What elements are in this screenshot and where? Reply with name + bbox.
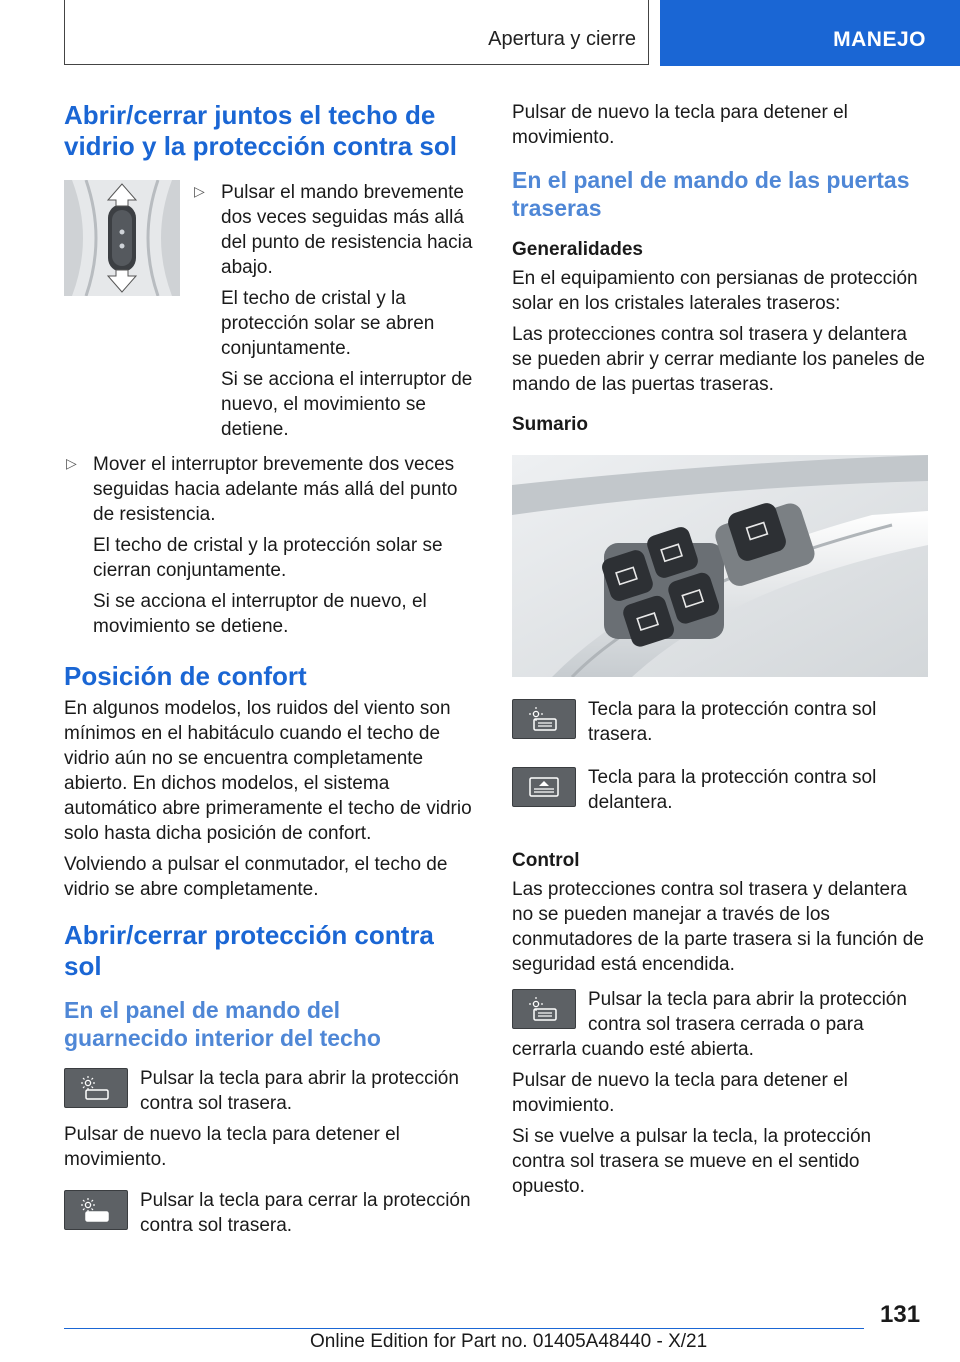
joint-open-step: Pulsar el mando brevemente dos veces seguidas más allá del punto de resistencia hacia abajo. [221, 182, 473, 278]
page-number: 131 [880, 1301, 921, 1328]
header-section-title: Apertura y cierre [488, 28, 636, 50]
panel-close-text: Pulsar la tecla para cerrar la protección contra sol trasera. [140, 1190, 471, 1236]
front-sunblind-key-icon [512, 767, 576, 807]
heading-sun-protection: Abrir/cerrar protección contra sol [64, 920, 434, 981]
control-paragraph-3: Pulsar de nuevo la tecla para detener el movimiento. [512, 1070, 848, 1116]
header-rule [64, 64, 648, 65]
joint-section [64, 180, 476, 442]
heading-general: Generalidades [512, 239, 643, 260]
right-column [512, 100, 928, 1199]
heading-control: Control [512, 850, 580, 871]
roof-switch-illustration [64, 180, 180, 296]
rear-sunblind-key-icon [64, 1068, 128, 1108]
rear-door-panel-photo [512, 455, 928, 677]
joint-close-result: El techo de cristal y la protección solar se cierran conjuntamente. [93, 535, 443, 581]
joint-bullet-close [64, 452, 476, 639]
panel-open-text: Pulsar la tecla para abrir la protección contra sol trasera. [140, 1068, 459, 1114]
heading-roof-panel: En el panel de mando del guarnecido interior del techo [64, 997, 381, 1051]
header-divider-right [648, 0, 649, 65]
general-paragraph-1: En el equipamiento con persianas de protección solar en los cristales laterales traseros: [512, 268, 918, 314]
joint-open-result: El techo de cristal y la protección solar se abren conjuntamente. [221, 288, 435, 359]
footer-edition: Online Edition for Part no. 01405A48440 - X/21 [310, 1331, 708, 1352]
joint-bullet-open [192, 180, 476, 442]
panel-close-row [64, 1188, 476, 1238]
comfort-paragraph-2: Volviendo a pulsar el conmutador, el techo de vidrio se abre completamente. [64, 854, 448, 900]
left-column [64, 100, 476, 1238]
bullet-triangle-icon: ▷ [66, 455, 77, 471]
joint-open-stop: Si se acciona el interruptor de nuevo, el movimiento se detiene. [221, 369, 473, 440]
control-paragraph-2: Pulsar la tecla para abrir la protección contra sol trasera cerrada o para cerrarla cuando esté abierta. [512, 989, 907, 1060]
header-chapter-tab[interactable] [660, 0, 960, 66]
stop-top-text: Pulsar de nuevo la tecla para detener el movimiento. [512, 102, 848, 148]
heading-summary: Sumario [512, 414, 589, 435]
rear-sunblind-key-icon [512, 699, 576, 739]
heading-comfort-position: Posición de confort [64, 661, 307, 691]
header-divider-left [64, 0, 65, 65]
panel-open-row [64, 1066, 476, 1116]
header-chapter-label: MANEJO [833, 28, 926, 51]
control-paragraph-4: Si se vuelve a pulsar la tecla, la protección contra sol trasera se mueve en el sentido opuesto. [512, 1126, 872, 1197]
control-key-row [512, 987, 928, 1062]
joint-close-stop: Si se acciona el interruptor de nuevo, el movimiento se detiene. [93, 591, 427, 637]
key-front-text: Tecla para la protección contra sol delantera. [588, 767, 877, 813]
rear-sunblind-close-key-icon [64, 1190, 128, 1230]
key-rear-text: Tecla para la protección contra sol trasera. [588, 699, 877, 745]
control-paragraph-1: Las protecciones contra sol trasera y delantera no se pueden manejar a través de los conmutadores de la parte trasera si la función de seguridad está encendida. [512, 879, 924, 975]
bullet-triangle-icon: ▷ [194, 183, 205, 199]
panel-stop-text: Pulsar de nuevo la tecla para detener el movimiento. [64, 1124, 400, 1170]
general-paragraph-2: Las protecciones contra sol trasera y delantera se pueden abrir y cerrar mediante los paneles de mando de las puertas traseras. [512, 324, 925, 395]
footer-rule [64, 1328, 864, 1329]
rear-sunblind-key-icon [512, 989, 576, 1029]
heading-joint-open-close: Abrir/cerrar juntos el techo de vidrio y la protección contra sol [64, 100, 457, 161]
key-front-row [512, 765, 928, 815]
heading-rear-door-panel: En el panel de mando de las puertas traseras [512, 167, 910, 221]
comfort-paragraph-1: En algunos modelos, los ruidos del viento son mínimos en el habitáculo cuando el techo de vidrio aún no se encuentra completamente abierto. En dichos modelos, el sistema automático abre primeramente el techo de vidrio solo hasta dicha posición de confort. [64, 698, 472, 844]
joint-close-step: Mover el interruptor brevemente dos veces seguidas hacia adelante más allá del punto de resistencia. [93, 454, 458, 525]
key-rear-row [512, 697, 928, 747]
